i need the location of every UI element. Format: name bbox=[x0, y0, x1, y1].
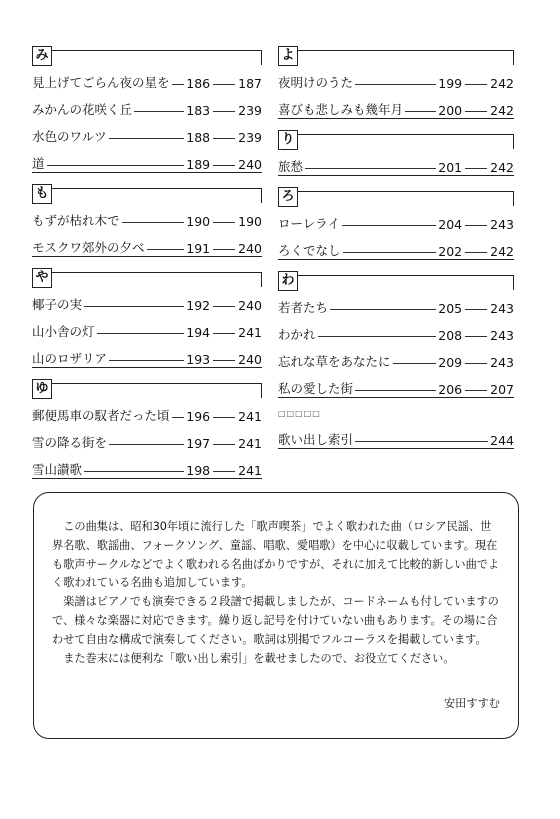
score-page: 209 bbox=[438, 355, 463, 370]
score-page: 202 bbox=[438, 244, 463, 259]
toc-entry[interactable] bbox=[278, 205, 514, 232]
toc-entry[interactable] bbox=[32, 397, 262, 424]
lyrics-page: 241 bbox=[238, 463, 262, 478]
section-heading: ろ bbox=[278, 187, 298, 207]
toc-entry[interactable] bbox=[32, 286, 262, 313]
song-title: モスクワ郊外の夕べ bbox=[32, 240, 145, 255]
toc-entry[interactable] bbox=[32, 118, 262, 145]
lyrics-page: 241 bbox=[238, 436, 262, 451]
toc-right-column bbox=[278, 44, 514, 449]
toc-entry[interactable] bbox=[278, 64, 514, 91]
score-page: 189 bbox=[186, 157, 211, 172]
toc-entry-index[interactable] bbox=[278, 421, 514, 449]
section-heading: や bbox=[32, 268, 52, 288]
lyrics-page: 241 bbox=[238, 325, 262, 340]
toc-section-mi bbox=[32, 44, 262, 173]
song-title: 山のロザリア bbox=[32, 351, 108, 366]
toc-entry[interactable] bbox=[278, 232, 514, 259]
toc-section-ro bbox=[278, 185, 514, 260]
score-page: 192 bbox=[186, 298, 211, 313]
song-title: 雪の降る街を bbox=[32, 435, 108, 450]
toc-section-ya bbox=[32, 266, 262, 368]
score-page: 197 bbox=[186, 436, 211, 451]
lyrics-page: 187 bbox=[238, 76, 262, 91]
toc-section-mo bbox=[32, 182, 262, 257]
lyrics-page: 240 bbox=[238, 298, 262, 313]
song-title: 喜びも悲しみも幾年月 bbox=[278, 102, 404, 117]
lyrics-page: 243 bbox=[490, 328, 514, 343]
song-title: 椰子の実 bbox=[32, 297, 83, 312]
score-page: 190 bbox=[186, 214, 211, 229]
score-page: 201 bbox=[438, 160, 463, 175]
lyrics-page: 243 bbox=[490, 355, 514, 370]
toc-entry[interactable] bbox=[32, 340, 262, 367]
lyrics-page: 239 bbox=[238, 103, 262, 118]
song-title: 忘れな草をあなたに bbox=[278, 354, 391, 369]
score-page: 186 bbox=[186, 76, 211, 91]
toc-entry[interactable] bbox=[278, 370, 514, 397]
lyrics-page: 242 bbox=[490, 244, 514, 259]
toc-entry[interactable] bbox=[32, 64, 262, 91]
toc-entry[interactable] bbox=[32, 91, 262, 118]
score-page: 191 bbox=[186, 241, 211, 256]
decorative-box-marks: □□□□□ bbox=[278, 409, 321, 418]
lyrics-page: 243 bbox=[490, 301, 514, 316]
score-page: 199 bbox=[438, 76, 463, 91]
lyrics-page: 240 bbox=[238, 157, 262, 172]
section-heading: ゆ bbox=[32, 379, 52, 399]
toc-entry[interactable] bbox=[278, 148, 514, 175]
song-title: みかんの花咲く丘 bbox=[32, 102, 133, 117]
toc-section-ri bbox=[278, 128, 514, 176]
toc-entry[interactable] bbox=[32, 145, 262, 172]
lyrics-page: 207 bbox=[490, 382, 514, 397]
preface-paragraph: また巻末には便利な「歌い出し索引」を載せましたので、お役立てください。 bbox=[63, 651, 455, 665]
score-page: 208 bbox=[438, 328, 463, 343]
lyrics-page: 242 bbox=[490, 103, 514, 118]
toc-section-wa bbox=[278, 269, 514, 398]
score-page: 193 bbox=[186, 352, 211, 367]
toc-entry[interactable] bbox=[278, 343, 514, 370]
preface-paragraph: この曲集は、昭和30年頃に流行した「歌声喫茶」でよく歌われた曲（ロシア民謡、世界名歌、歌謡曲、フォークソング、童謡、唱歌、愛唱歌）を中心に収載しています。現在も歌声サークルなどでよく歌われる名曲ばかりですが、それに加えて比較的新しい曲でよく歌われている名曲も追加しています。 bbox=[52, 520, 500, 590]
toc-entry[interactable] bbox=[32, 313, 262, 340]
preface-paragraph: 楽譜はピアノでも演奏できる２段譜で掲載しましたが、コードネームも付していますので、様々な楽器に対応できます。繰り返し記号を付けていない曲もあります。その場に合わせて自由な構成で演奏してください。歌詞は別掲でフルコーラスを掲載しています。 bbox=[52, 595, 499, 646]
score-page: 183 bbox=[186, 103, 211, 118]
section-heading: わ bbox=[278, 271, 298, 291]
lyrics-page: 242 bbox=[490, 76, 514, 91]
index-title: 歌い出し索引 bbox=[278, 432, 354, 447]
lyrics-page: 239 bbox=[238, 130, 262, 145]
lyrics-page: 242 bbox=[490, 160, 514, 175]
song-title: 夜明けのうた bbox=[278, 75, 354, 90]
lyrics-page: 240 bbox=[238, 352, 262, 367]
toc-entry[interactable] bbox=[32, 202, 262, 229]
song-title: 郵便馬車の馭者だった頃 bbox=[32, 408, 170, 423]
song-title: 雪山讃歌 bbox=[32, 462, 83, 477]
section-heading: も bbox=[32, 184, 52, 204]
lyrics-page: 240 bbox=[238, 241, 262, 256]
song-title: 私の愛した街 bbox=[278, 381, 354, 396]
index-page: 244 bbox=[490, 433, 514, 448]
score-page: 205 bbox=[438, 301, 463, 316]
score-page: 204 bbox=[438, 217, 463, 232]
toc-entry[interactable] bbox=[32, 451, 262, 478]
song-title: もずが枯れ木で bbox=[32, 213, 120, 228]
toc-entry[interactable] bbox=[278, 91, 514, 118]
score-page: 196 bbox=[186, 409, 211, 424]
section-heading: り bbox=[278, 130, 298, 150]
score-page: 200 bbox=[438, 103, 463, 118]
author-signature: 安田すすむ bbox=[443, 697, 500, 710]
song-title: 山小舎の灯 bbox=[32, 324, 95, 339]
song-title: わかれ bbox=[278, 327, 316, 342]
toc-section-yo bbox=[278, 44, 514, 119]
lyrics-page: 241 bbox=[238, 409, 262, 424]
song-title: 道 bbox=[32, 156, 45, 171]
score-page: 194 bbox=[186, 325, 211, 340]
toc-left-column bbox=[32, 44, 262, 488]
lyrics-page: 243 bbox=[490, 217, 514, 232]
score-page: 188 bbox=[186, 130, 211, 145]
toc-entry[interactable] bbox=[32, 229, 262, 256]
score-page: 198 bbox=[186, 463, 211, 478]
section-heading: よ bbox=[278, 46, 298, 66]
song-title: 旅愁 bbox=[278, 159, 304, 174]
lyrics-page: 190 bbox=[238, 214, 262, 229]
song-title: 水色のワルツ bbox=[32, 129, 107, 144]
preface-text bbox=[52, 518, 502, 668]
toc-entry[interactable] bbox=[32, 424, 262, 451]
song-title: ローレライ bbox=[278, 216, 340, 231]
toc-section-yu bbox=[32, 377, 262, 479]
section-heading: み bbox=[32, 46, 52, 66]
toc-entry[interactable] bbox=[278, 289, 514, 316]
song-title: 若者たち bbox=[278, 300, 329, 315]
song-title: 見上げてごらん夜の星を bbox=[32, 75, 170, 90]
song-title: ろくでなし bbox=[278, 243, 341, 258]
score-page: 206 bbox=[438, 382, 463, 397]
toc-entry[interactable] bbox=[278, 316, 514, 343]
